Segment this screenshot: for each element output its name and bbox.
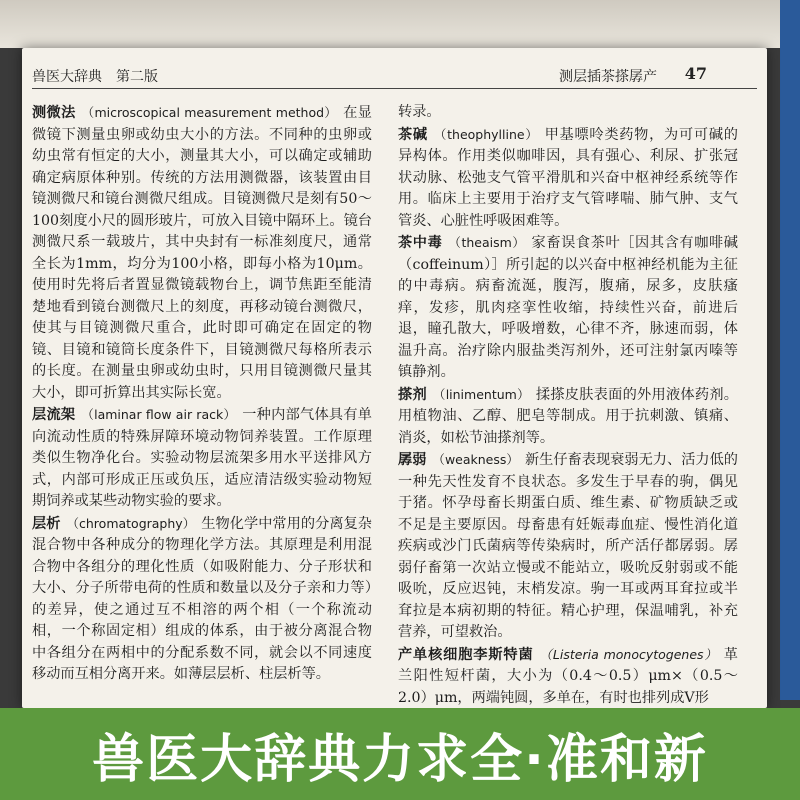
entry-english: （laminar flow air rack） xyxy=(81,407,237,422)
running-head-right: 测层插茶搽孱产 xyxy=(559,69,657,85)
entry-laminar-flow-rack xyxy=(32,404,372,513)
entry-body: 生物化学中常用的分离复杂混合物中各种成分的物理化学方法。其原理是利用混合物中各组分的理化性质（如吸附能力、分子形状和大小、分子所带电荷的性质和数量以及分子亲和力等）的差异，使之通过互不相溶的两个相（一个称流动相，一个称固定相）组成的体系，由于被分离混合物中各组分在两相中的分配系数不同，就会以不同速度移动而互相分离开来。如薄层层析、柱层析等。 xyxy=(32,515,372,682)
page-top-edge xyxy=(0,0,800,48)
entry-english: （theaism） xyxy=(448,235,526,250)
entry-body: 转录。 xyxy=(398,104,441,120)
entry-english: （chromatography） xyxy=(66,515,196,531)
entry-headword: 搽剂 xyxy=(398,386,427,403)
entry-body: 家畜误食茶叶［因其含有咖啡碱（coffeinum）］所引起的以兴奋中枢神经机能为主征的中毒病。病畜流涎，腹泻，腹痛，尿多，皮肤瘙痒，发疹，肌肉痉挛性收缩，持续性兴奋，前进后退，瞳孔散大，呼吸增数，心律不齐，脉速而弱，体温升高。治疗除内服盐类泻剂外，还可注射氯丙嗪等镇静剂。 xyxy=(398,235,738,380)
entry-headword: 茶中毒 xyxy=(398,235,443,251)
entry-headword: 层析 xyxy=(32,515,61,532)
entry-headword: 茶碱 xyxy=(398,126,428,143)
entry-body: 揉搽皮肤表面的外用液体药剂。用植物油、乙醇、肥皂等制成。用于抗刺激、镇痛、消炎，如松节油搽剂等。 xyxy=(398,386,738,446)
entry-english: （linimentum） xyxy=(432,386,530,402)
entry-headword: 层流架 xyxy=(32,407,76,423)
entry-microscopical-measurement xyxy=(32,102,372,404)
page-number: 47 xyxy=(684,64,707,83)
right-column xyxy=(398,102,738,708)
entry-english: （Listeria monocytogenes） xyxy=(539,646,718,662)
entry-headword: 产单核细胞李斯特菌 xyxy=(398,646,534,663)
entry-listeria xyxy=(398,644,738,709)
entry-headword: 测微法 xyxy=(32,105,76,121)
entry-english: （theophylline） xyxy=(433,126,539,142)
entry-body: 革兰阳性短杆菌，大小为（0.4～0.5）μm×（0.5～2.0）μm，两端钝圆，多单在，有时也排列成V形 xyxy=(398,646,738,706)
entry-english: （weakness） xyxy=(432,452,519,467)
entry-body: 新生仔畜表现衰弱无力、活力低的一种先天性发育不良状态。多发生于早春的驹，偶见于猪。怀孕母畜长期蛋白质、维生素、矿物质缺乏或不足是主要原因。母畜患有妊娠毒血症、慢性消化道疾病或沙门氏菌病等传染病时，所产活仔都孱弱。孱弱仔畜第一次站立慢或不能站立，吸吮反射弱或不能吸吮，反应迟钝，末梢发凉。驹一耳或两耳耷拉或半耷拉是本病初期的特征。精心护理，保温哺乳，补充营养，可望救治。 xyxy=(398,452,738,640)
entry-linimentum xyxy=(398,384,738,450)
entry-headword: 孱弱 xyxy=(398,452,427,468)
entry-continuation xyxy=(398,102,738,124)
entry-theophylline xyxy=(398,124,738,233)
promo-banner xyxy=(0,708,800,800)
entry-theaism xyxy=(398,232,738,384)
left-column xyxy=(32,102,372,686)
entry-body: 在显微镜下测量虫卵或幼虫大小的方法。不同种的虫卵或幼虫常有恒定的大小，测量其大小，可以确定或辅助确定病原体种别。传统的方法用测微器，该装置由目镜测微尺和镜台测微尺组成。目镜测微尺是刻有50～100刻度小尺的圆形玻片，可放入目镜中隔环上。镜台测微尺系一载玻片，其中央封有一标准刻度尺，通常全长为1mm，均分为100小格，即每小格为10μm。使用时先将后者置显微镜载物台上，调节焦距至能清楚地看到镜台测微尺上的刻度，再移动镜台测微尺，使其与目镜测微尺重合，此时即可确定在固定的物镜、目镜和镜筒长度条件下，目镜测微尺每格所表示的长度。在测量虫卵或幼虫时，只用目镜测微尺量其大小，即可折算出其实际长宽。 xyxy=(32,105,372,401)
entry-chromatography xyxy=(32,513,372,686)
entry-weakness xyxy=(398,449,738,644)
book-spine xyxy=(780,0,800,700)
dictionary-page xyxy=(22,48,767,708)
promo-banner-text: 兽医大辞典力求全·准和新 xyxy=(92,729,708,790)
entry-body: 一种内部气体具有单向流动性质的特殊屏障环境动物饲养装置。工作原理类似生物净化台。实验动物层流架多用水平送排风方式，内部可形成正压或负压，适应清洁级实验动物短期饲养或某些动物实验的要求。 xyxy=(32,407,372,509)
header-rule xyxy=(32,88,757,89)
running-head-left: 兽医大辞典 第二版 xyxy=(32,69,158,85)
entry-english: （microscopical measurement method） xyxy=(81,105,338,120)
entry-body: 甲基嘌呤类药物，为可可碱的异构体。作用类似咖啡因，具有强心、利尿、扩张冠状动脉、松弛支气管平滑肌和兴奋中枢神经系统等作用。临床上主要用于治疗支气管哮喘、肺气肿、支气管炎、心脏性呼吸困难等。 xyxy=(398,126,738,229)
